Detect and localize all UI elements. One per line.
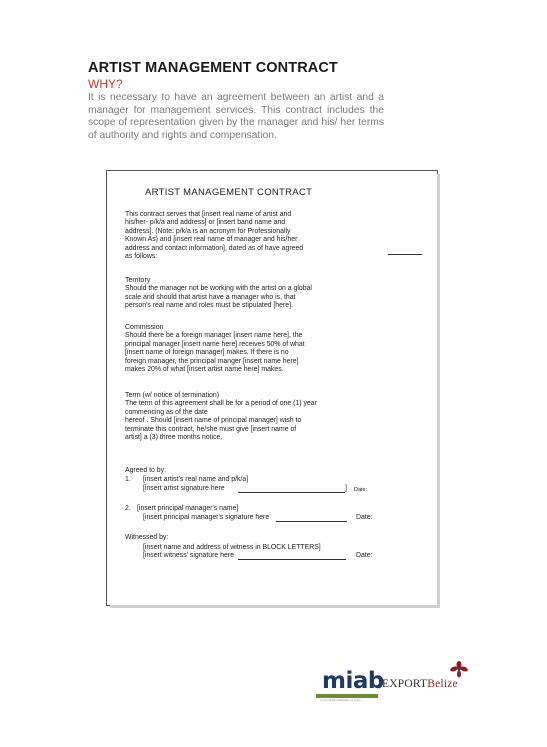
intro-paragraph: It is necessary to have an agreement between an artist and a manager for management services. This contract includes the scope of representation given by the manager and his/ her terms of authority and rights and compensation. — [88, 92, 384, 141]
contract-title: ARTIST MANAGEMENT CONTRACT — [145, 187, 313, 198]
signatory-2-name: [insert principal manager's name] — [137, 505, 239, 512]
witness-name: [insert name and address of witness in BLOCK LETTERS] — [143, 544, 321, 551]
date-label: Date: — [354, 487, 368, 493]
signatory-1-signature: [insert artist signature here — [143, 485, 225, 492]
signature-line — [276, 521, 347, 522]
signature-line — [238, 559, 346, 560]
signatory-1-number: 1. — [125, 476, 131, 483]
witness-signature: [insert witness' signature here — [143, 552, 234, 559]
agreed-heading: Agreed to by: — [125, 467, 166, 474]
signatory-2-number: 2. — [125, 505, 131, 512]
page-title: ARTIST MANAGEMENT CONTRACT — [88, 60, 338, 76]
section-commission: Commission Should there be a foreign manager [insert name here], the principal manager [insert name here] receives 50% of what [insert name of foreign manager] makes. If there is no foreign manager, the principal manger [insert name here] makes 20% of what [insert artist name here] makes. — [125, 324, 343, 374]
flower-icon — [450, 661, 468, 679]
section-territory: Territory Should the manager not be working with the artist on a global scale and should that artist have a manager who is, that person's real name and roles must be stipulated [here]. — [125, 277, 343, 311]
section-heading: Territory — [125, 277, 151, 284]
section-heading: Commission — [125, 324, 164, 331]
miab-logo: miab — [322, 668, 384, 694]
signatory-2-signature: [insert principal manager's signature here — [143, 514, 270, 521]
contract-intro: This contract serves that [insert real name of artist and his/her- p/k/a and address] or [insert band name and address]. (Note: p/k/a is an acronym for Professionally Known As) and [insert real name of manager and his/her address and contact information], dated as of have agreed as follows: — [125, 211, 304, 261]
section-heading: Term (w/ notice of termination) — [125, 392, 220, 399]
section-term: Term (w/ notice of termination) The term of this agreement shall be for a period of one (1) year commencing as of the date hereof . Should [insert name of principal manager] wish to terminate this contract, he/she must give [insert name of artist] a (3) three months notice. — [125, 392, 343, 442]
signature-line — [238, 492, 345, 493]
date-label: Date: — [356, 552, 373, 559]
why-subtitle: WHY? — [88, 77, 123, 91]
witness-heading: Witnessed by: — [125, 534, 169, 541]
miab-logo-bar — [316, 694, 378, 698]
date-label: Date: — [356, 514, 373, 521]
bracket-close: ] — [345, 485, 347, 492]
miab-tagline: music industry association of belize — [320, 699, 361, 702]
export-belize-logo: EXPORTBelize — [382, 678, 458, 690]
signatory-1-name: [insert artist's real name and p/k/a] — [143, 476, 249, 483]
date-blank-line — [388, 254, 422, 255]
